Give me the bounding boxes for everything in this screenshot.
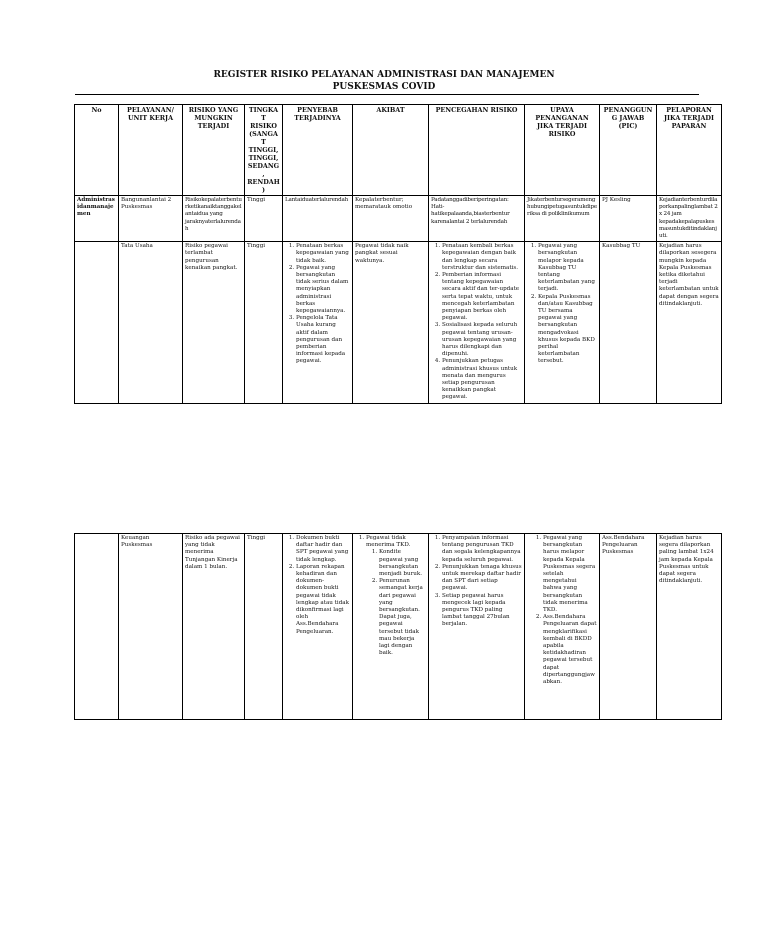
- list-item: 1. Pegawai yang bersangkutan harus melapor kepada Kepala Puskesmas segera setelah mengetahui bahwa yang bersangkutan tidak menerima TKD.: [543, 535, 597, 614]
- list-item: 1. Pegawai yang bersangkutan melapor kepada Kasubbag TU tentang keterlambatan yang terjadi.: [538, 243, 597, 293]
- header-pencegahan: PENCEGAHAN RISIKO: [429, 105, 525, 196]
- row3-pencegahan-list: [431, 535, 522, 629]
- header-upaya: UPAYA PENANGANAN JIKA TERJADI RISIKO: [525, 105, 600, 196]
- list-item: 3. Pengelola Tata Usaha kurang aktif dalam pengurusan dan pemberian informasi kepada pegawai.: [296, 315, 350, 365]
- row1-pic: PJ Kesling: [600, 196, 657, 242]
- row2-pencegahan-list: [431, 243, 522, 401]
- list-item: 3. Setiap pegawai harus mengecek lagi kepada pengurus TKD paling lambat tanggal 27bulan berjalan.: [442, 593, 522, 629]
- row2-unit: Tata Usaha: [119, 242, 183, 403]
- row1-no: Administrasidanmanajemen: [75, 196, 119, 242]
- risk-register-table: [74, 104, 722, 404]
- header-row: [75, 105, 722, 196]
- row3-pic: Ass.Bendahara Pengeluaran Puskesmas: [600, 534, 657, 720]
- header-penyebab: PENYEBAB TERJADINYA: [283, 105, 353, 196]
- row1-pencegahan: Padatanggadiberiperingatan: Hati-hatikepalaanda,biasterbentur karenalantai 2 terlalurendah: [429, 196, 525, 242]
- header-pelaporan: PELAPORAN JIKA TERJADI PAPARAN: [657, 105, 722, 196]
- row3-no: [75, 534, 119, 720]
- list-item: 1. Penataan kembali berkas kepegawaian dengan baik dan lengkap secara terstruktur dan sistematis.: [442, 243, 522, 272]
- list-item: 1. Dokumen bukti daftar hadir dan SPT pegawai yang tidak lengkap.: [296, 535, 350, 564]
- row2-akibat: Pegawai tidak naik pangkat sesuai waktunya.: [353, 242, 429, 403]
- list-item: 2. Penurunan semangat kerja dari pegawai yang bersangkutan. Dapat juga, pegawai tersebut tidak mau bekerja lagi dengan baik.: [379, 578, 426, 657]
- row2-penyebab-list: [285, 243, 350, 365]
- header-no: No: [75, 105, 119, 196]
- row3-pencegahan: [429, 534, 525, 720]
- list-item: [366, 535, 426, 657]
- row3-akibat-list: [355, 535, 426, 657]
- row1-pelaporan: Kejadianterbenturdilaporkanpalinglambat 2 x 24 jam kepadakepalapuskesmasuntukditindaklanjuti.: [657, 196, 722, 242]
- list-item: 4. Penunjukkan petugas administrasi khusus untuk menata dan mengurus setiap pengurusan kenaikkan pangkat pegawai.: [442, 358, 522, 401]
- table-row: [75, 534, 722, 720]
- row2-upaya-list: [527, 243, 597, 365]
- row3-penyebab-list: [285, 535, 350, 636]
- row2-pelaporan: Kejadian harus dilaporkan sesegera mungkin kepada Kepala Puskesmas ketika diketahui terjadi keterlambatan untuk dapat dengan segera ditindaklanjuti.: [657, 242, 722, 403]
- list-item: 2. Pemberian informasi tentang kepegawaian secara aktif dan ter-update serta tepat waktu, untuk mencegah keterlambatan penyiapan berkas oleh pegawai.: [442, 272, 522, 322]
- row2-penyebab: [283, 242, 353, 403]
- row1-unit: Bangunanlantai 2 Puskesmas: [119, 196, 183, 242]
- risk-register-table-continued: [74, 533, 722, 720]
- header-tingkat: TINGKAT RISIKO (SANGAT TINGGI, TINGGI, SEDANG, RENDAH): [245, 105, 283, 196]
- list-item: 3. Sosialisasi kepada seluruh pegawai tentang urusan-urusan kepegawaian yang harus dilengkapi dan dipenuhi.: [442, 322, 522, 358]
- row2-pencegahan: [429, 242, 525, 403]
- row3-upaya-list: [527, 535, 597, 686]
- table-row: [75, 196, 722, 242]
- header-akibat: AKIBAT: [353, 105, 429, 196]
- list-item: 2. Pegawai yang bersangkutan tidak serius dalam menyiapkan administrasi berkas kepegawaiannya.: [296, 265, 350, 315]
- title-line-1: REGISTER RISIKO PELAYANAN ADMINISTRASI DAN MANAJEMEN: [213, 70, 555, 80]
- row2-upaya: [525, 242, 600, 403]
- title-divider: [75, 94, 699, 95]
- list-item: 1. Kondite pegawai yang bersangkutan menjadi buruk.: [379, 549, 426, 578]
- row2-tingkat: Tinggi: [245, 242, 283, 403]
- row2-risiko: Risiko pegawai terlambat pengurusan kenaikan pangkat.: [183, 242, 245, 403]
- row1-penyebab: Lantaiduaterlalurendah: [283, 196, 353, 242]
- list-item: 1. Penyampaian informasi tentang pengurusan TKD dan segala kelengkapannya kepada seluruh pegawai.: [442, 535, 522, 564]
- row3-risiko: Risiko ada pegawai yang tidak menerima Tunjangan Kinerja dalam 1 bulan.: [183, 534, 245, 720]
- header-pic: PENANGGUNG JAWAB (PIC): [600, 105, 657, 196]
- row2-no: [75, 242, 119, 403]
- row1-upaya: Jikaterbentursegeramenghubungipetugasuntukdiperiksa di poliklinikumum: [525, 196, 600, 242]
- list-item: 2. Kepala Puskesmas dan/atau Kasubbag TU bersama pegawai yang bersangkutan mengadvokasi khusus kepada BKD perihal keterlambatan tersebut.: [538, 294, 597, 366]
- row1-tingkat: Tinggi: [245, 196, 283, 242]
- row1-risiko: Risikokepalaterbenturketikanaiktanggakelantaidua yang jaraknyaterlalurendah: [183, 196, 245, 242]
- list-item: 2. Laporan rekapan kehadiran dan dokumen-dokumen bukti pegawai tidak lengkap atau tidak dikonfirmasi lagi oleh Ass.Bendahara Pengeluaran.: [296, 564, 350, 636]
- row3-akibat-sublist: [366, 549, 426, 657]
- list-item: 2. Penunjukkan tenaga khusus untuk merekap daftar hadir dan SPT dari setiap pegawai.: [442, 564, 522, 593]
- list-item: 1. Penataan berkas kepegawaian yang tidak baik.: [296, 243, 350, 265]
- row3-pelaporan: Kejadian harus segera dilaporkan paling lambat 1x24 jam kepada Kepala Puskesmas untuk dapat segera ditindaklanjuti.: [657, 534, 722, 720]
- row1-akibat: Kepalaterbentur; memaratauk omotio: [353, 196, 429, 242]
- row3-unit: Keuangan Puskesmas: [119, 534, 183, 720]
- table-row: [75, 242, 722, 403]
- row3-akibat-intro: Pegawai tidak menerima TKD.: [366, 535, 411, 549]
- list-item: 2. Ass.Bendahara Pengeluaran dapat mengklarifikasi kembali di BKDD apabila ketidakhadiran pegawai tersebut dapat dipertanggungjawabkan.: [543, 614, 597, 686]
- row3-upaya: [525, 534, 600, 720]
- row3-tingkat: Tinggi: [245, 534, 283, 720]
- row2-pic: Kasubbag TU: [600, 242, 657, 403]
- row3-akibat: [353, 534, 429, 720]
- title-line-2: PUSKESMAS COVID: [332, 82, 436, 92]
- header-unit: PELAYANAN/ UNIT KERJA: [119, 105, 183, 196]
- header-risiko: RISIKO YANG MUNGKIN TERJADI: [183, 105, 245, 196]
- row3-penyebab: [283, 534, 353, 720]
- document-title: [0, 69, 768, 93]
